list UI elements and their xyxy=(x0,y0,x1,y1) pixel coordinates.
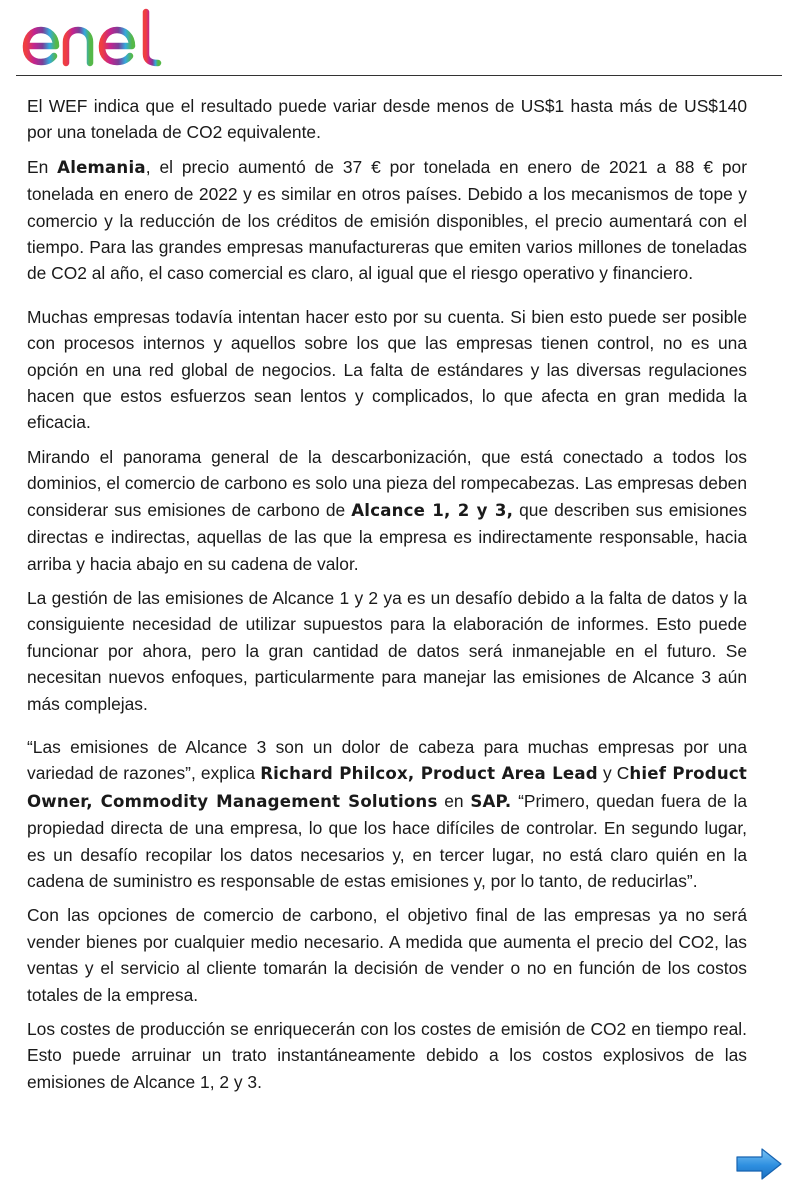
text-segment: Mirando el panorama general de la descarbonización, que está conectado a todos los dominios, el comercio de carbono es solo una pieza del rompecabezas. Las empresas deben considerar sus emisiones de carbono de xyxy=(27,446,747,520)
paragraph xyxy=(27,902,747,1008)
bold-text: Alcance 1, 2 y 3, xyxy=(351,500,514,520)
text-segment: La gestión de las emisiones de Alcance 1 y 2 ya es un desafío debido a la falta de datos y la consiguiente necesidad de utilizar supuestos para la elaboración de informes. Esto puede funcionar por ahora, pero la gran cantidad de datos será inmanejable en el futuro. Se necesitan nuevos enfoques, particularmente para manejar las emisiones de Alcance 3 aún más complejas. xyxy=(27,587,747,714)
text-segment: Con las opciones de comercio de carbono, el objetivo final de las empresas ya no será vender bienes por cualquier medio necesario. A medida que aumenta el precio del CO2, las ventas y el servicio al cliente tomarán la decisión de vender o no en función de los costos totales de la empresa. xyxy=(27,905,747,1005)
next-page-button[interactable] xyxy=(734,1146,784,1182)
enel-logo xyxy=(18,6,178,68)
bold-text: hief Product Owner, Commodity Management Solutions xyxy=(27,764,747,811)
paragraph xyxy=(27,304,747,436)
text-segment: en xyxy=(437,790,471,811)
paragraph xyxy=(27,734,747,894)
text-segment: “Las emisiones de Alcance 3 son un dolor de cabeza para muchas empresas por una variedad de razones”, explica xyxy=(27,736,747,784)
paragraph xyxy=(27,585,747,717)
text-segment: y C xyxy=(597,763,630,784)
paragraph xyxy=(27,444,747,577)
text-segment: que describen sus emisiones directas e indirectas, aquellas de las que la empresa es indirectamente responsable, hacia arriba y hacia abajo en su cadena de valor. xyxy=(27,499,748,574)
article-body xyxy=(27,93,747,1095)
bold-text: Richard Philcox, Product Area Lead xyxy=(260,764,598,784)
paragraph xyxy=(27,154,747,287)
text-segment: Los costes de producción se enriquecerán con los costes de emisión de CO2 en tiempo real. Esto puede arruinar un trato instantáneamente debido a los costos explosivos de las emisiones de Alcance 1, 2 y 3. xyxy=(27,1019,747,1092)
paragraph xyxy=(27,1016,747,1095)
text-segment: En xyxy=(27,156,58,177)
page-header xyxy=(16,0,782,76)
text-segment: , el precio aumentó de 37 € por tonelada en enero de 2021 a 88 € por tonelada en enero de 2022 y es similar en otros países. Debido a los mecanismos de tope y comercio y la reducción de los créditos de emisión disponibles, el precio aumentará con el tiempo. Para las grandes empresas manufactureras que emiten varios millones de toneladas de CO2 al año, el caso comercial es claro, al igual que el riesgo operativo y financiero. xyxy=(27,156,747,284)
text-segment: Muchas empresas todavía intentan hacer esto por su cuenta. Si bien esto puede ser posible con procesos internos y aquellos sobre los que las empresas tienen control, no es una opción en una red global de negocios. La falta de estándares y las diversas regulaciones hacen que estos esfuerzos sean lentos y complicados, lo que afecta en gran medida la eficacia. xyxy=(27,306,747,433)
text-segment: “Primero, quedan fuera de la propiedad directa de una empresa, lo que los hace difíciles de controlar. En segundo lugar, es un desafío recopilar los datos necesarios y, en tercer lugar, no está claro quién en la cadena de suministro es responsable de estas emisiones y, por lo tanto, de reducirlas”. xyxy=(27,790,747,891)
bold-text: SAP. xyxy=(470,791,512,811)
arrow-right-icon xyxy=(737,1149,781,1179)
bold-text: Alemania xyxy=(57,157,146,177)
paragraph xyxy=(27,93,747,146)
text-segment: El WEF indica que el resultado puede variar desde menos de US$1 hasta más de US$140 por una tonelada de CO2 equivalente. xyxy=(27,96,747,143)
